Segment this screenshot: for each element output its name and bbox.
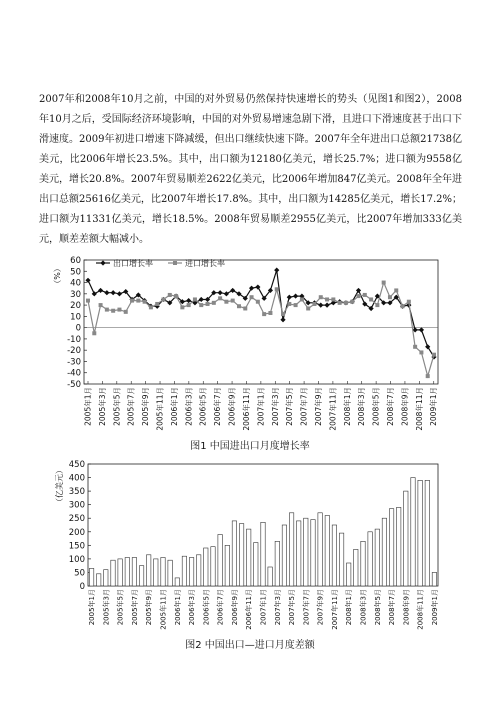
bar bbox=[261, 522, 265, 586]
x-tick-label: 2008年9月 bbox=[400, 387, 410, 426]
y-tick-label: 0 bbox=[75, 323, 81, 334]
series-2-point bbox=[287, 302, 291, 306]
y-axis-label: （%） bbox=[53, 264, 62, 288]
series-2-point bbox=[212, 301, 216, 305]
series-1-point bbox=[117, 291, 122, 296]
series-2-point bbox=[275, 287, 279, 291]
x-tick-label: 2007年11月 bbox=[328, 387, 338, 431]
series-2-point bbox=[426, 374, 430, 378]
x-tick-label: 2006年7月 bbox=[216, 589, 225, 626]
bar bbox=[289, 513, 293, 586]
bar bbox=[247, 529, 251, 586]
y-axis-label: （亿美元） bbox=[55, 466, 64, 506]
body-paragraph bbox=[39, 90, 462, 250]
y-tick-label: 30 bbox=[70, 289, 81, 300]
series-1-point bbox=[255, 284, 260, 289]
bar bbox=[118, 559, 122, 586]
series-2-point bbox=[344, 301, 348, 305]
series-2-point bbox=[419, 350, 423, 354]
series-2-point bbox=[224, 300, 228, 304]
series-2-point bbox=[130, 299, 134, 303]
bar bbox=[104, 570, 108, 586]
series-2-point bbox=[363, 293, 367, 297]
y-tick-label: 300 bbox=[68, 500, 85, 511]
x-tick-label: 2007年3月 bbox=[270, 387, 280, 426]
bar bbox=[361, 541, 365, 586]
x-tick-label: 2005年7月 bbox=[126, 387, 136, 426]
series-1-point bbox=[85, 278, 90, 283]
x-tick-label: 2008年1月 bbox=[342, 387, 352, 426]
series-1-point bbox=[249, 286, 254, 291]
series-1-point bbox=[419, 327, 424, 332]
series-2-point bbox=[237, 304, 241, 308]
x-tick-label: 2006年3月 bbox=[184, 387, 194, 426]
x-tick-label: 2006年9月 bbox=[227, 387, 237, 426]
legend-marker bbox=[100, 260, 105, 265]
x-tick-label: 2005年3月 bbox=[102, 589, 111, 626]
bar bbox=[89, 568, 93, 586]
x-tick-label: 2007年7月 bbox=[302, 589, 311, 626]
series-2-point bbox=[168, 293, 172, 297]
x-tick-label: 2008年5月 bbox=[371, 387, 381, 426]
series-2-point bbox=[155, 302, 159, 306]
series-1-point bbox=[280, 317, 285, 322]
x-tick-label: 2007年9月 bbox=[313, 387, 323, 426]
bar bbox=[161, 558, 165, 587]
bar bbox=[175, 578, 179, 586]
series-2-point bbox=[394, 288, 398, 292]
y-tick-label: -30 bbox=[67, 357, 81, 368]
series-2-point bbox=[161, 297, 165, 301]
bar bbox=[197, 555, 201, 586]
growth-rate-line-chart bbox=[0, 248, 500, 438]
x-tick-label: 2005年11月 bbox=[159, 589, 168, 630]
series-1-point bbox=[318, 302, 323, 307]
bar bbox=[139, 566, 143, 586]
series-1-point bbox=[92, 291, 97, 296]
bar bbox=[304, 518, 308, 586]
series-2-point bbox=[143, 300, 147, 304]
x-tick-label: 2006年11月 bbox=[245, 589, 254, 630]
series-2-point bbox=[105, 308, 109, 312]
y-tick-label: 250 bbox=[68, 514, 85, 525]
bar bbox=[232, 521, 236, 586]
bar bbox=[411, 478, 415, 586]
bar bbox=[354, 549, 358, 586]
y-tick-label: 200 bbox=[68, 527, 85, 538]
x-tick-label: 2009年1月 bbox=[429, 387, 439, 426]
x-tick-label: 2008年7月 bbox=[388, 589, 397, 626]
series-1-point bbox=[287, 295, 292, 300]
x-tick-label: 2008年3月 bbox=[359, 589, 368, 626]
x-tick-label: 2006年5月 bbox=[202, 589, 211, 626]
series-1-point bbox=[224, 291, 229, 296]
series-2-point bbox=[174, 294, 178, 298]
x-tick-label: 2005年5月 bbox=[116, 589, 125, 626]
y-tick-label: 400 bbox=[68, 473, 85, 484]
x-tick-label: 2007年5月 bbox=[285, 387, 295, 426]
series-2-point bbox=[319, 295, 323, 299]
series-2-point bbox=[86, 299, 90, 303]
x-tick-label: 2007年1月 bbox=[256, 387, 266, 426]
series-2-point bbox=[117, 308, 121, 312]
bar bbox=[254, 543, 258, 586]
series-2-point bbox=[432, 353, 436, 357]
y-tick-label: 450 bbox=[68, 460, 85, 470]
y-tick-label: 50 bbox=[74, 568, 85, 579]
series-2-point bbox=[369, 297, 373, 301]
series-2-point bbox=[281, 312, 285, 316]
series-2-point bbox=[111, 309, 115, 313]
series-2-point bbox=[401, 304, 405, 308]
bar bbox=[347, 563, 351, 586]
series-2-point bbox=[99, 303, 103, 307]
bar bbox=[218, 535, 222, 587]
series-1-point bbox=[324, 302, 329, 307]
x-tick-label: 2008年1月 bbox=[345, 589, 354, 626]
series-2-point bbox=[331, 297, 335, 301]
y-tick-label: 150 bbox=[68, 541, 85, 552]
y-tick-label: 0 bbox=[79, 582, 85, 592]
x-tick-label: 2006年1月 bbox=[173, 589, 182, 626]
x-tick-label: 2005年11月 bbox=[155, 387, 165, 431]
bar bbox=[382, 518, 386, 586]
x-tick-label: 2008年3月 bbox=[357, 387, 367, 426]
figure2-caption: 图2 中国出口—进口月度差额 bbox=[185, 640, 315, 651]
figure1-caption: 图1 中国进出口月度增长率 bbox=[190, 441, 310, 452]
series-2-point bbox=[136, 299, 140, 303]
series-1-point bbox=[186, 298, 191, 303]
series-2-point bbox=[92, 331, 96, 335]
bar bbox=[225, 545, 229, 586]
series-1-point bbox=[274, 268, 279, 273]
bar bbox=[125, 558, 129, 587]
bar bbox=[375, 529, 379, 586]
bar bbox=[404, 491, 408, 586]
series-1-point bbox=[104, 290, 109, 295]
bar bbox=[432, 572, 436, 586]
x-tick-label: 2007年1月 bbox=[259, 589, 268, 626]
bar bbox=[318, 513, 322, 586]
series-2-point bbox=[382, 281, 386, 285]
x-tick-label: 2008年11月 bbox=[416, 589, 425, 630]
series-2-point bbox=[268, 311, 272, 315]
y-tick-label: 60 bbox=[70, 256, 81, 266]
x-tick-label: 2007年9月 bbox=[316, 589, 325, 626]
bar bbox=[147, 555, 151, 586]
bar bbox=[311, 520, 315, 586]
series-2-point bbox=[338, 301, 342, 305]
series-1-point bbox=[230, 288, 235, 293]
x-tick-label: 2006年3月 bbox=[188, 589, 197, 626]
y-tick-label: 350 bbox=[68, 487, 85, 498]
series-2-point bbox=[199, 303, 203, 307]
x-tick-label: 2006年11月 bbox=[241, 387, 251, 431]
bar bbox=[397, 507, 401, 586]
bar bbox=[268, 567, 272, 586]
y-tick-label: 20 bbox=[70, 301, 81, 312]
series-2-point bbox=[357, 294, 361, 298]
x-tick-label: 2006年5月 bbox=[198, 387, 208, 426]
y-tick-label: 50 bbox=[70, 267, 81, 278]
series-2-point bbox=[218, 296, 222, 300]
bar bbox=[368, 532, 372, 586]
series-2-point bbox=[243, 306, 247, 310]
x-tick-label: 2005年9月 bbox=[145, 589, 154, 626]
series-2-point bbox=[124, 310, 128, 314]
x-tick-label: 2005年7月 bbox=[130, 589, 139, 626]
x-tick-label: 2008年9月 bbox=[402, 589, 411, 626]
series-2-point bbox=[306, 306, 310, 310]
bar bbox=[339, 533, 343, 586]
x-tick-label: 2005年3月 bbox=[97, 387, 107, 426]
bar bbox=[182, 556, 186, 586]
x-tick-label: 2006年1月 bbox=[169, 387, 179, 426]
series-1-point bbox=[356, 288, 361, 293]
series-2-point bbox=[180, 305, 184, 309]
bar bbox=[189, 558, 193, 587]
y-tick-label: 100 bbox=[68, 554, 85, 565]
plot-frame bbox=[84, 260, 438, 384]
bar bbox=[168, 560, 172, 586]
bar bbox=[425, 480, 429, 586]
series-1-point bbox=[218, 290, 223, 295]
x-tick-label: 2005年9月 bbox=[141, 387, 151, 426]
paragraph-text: 2007年和2008年10月之前，中国的对外贸易仍然保持快速增长的势头（见图1和图2），2008年10月之后，受国际经济环境影响，中国的对外贸易增速急剧下滑，且进口下滑速度甚于出口下滑速度。2009年初进口增速下降减缓，但出口继续快速下降。2007年全年进出口总额21738亿美元，比2006年增长23.5%。其中，出口额为12180亿美元，增长25.7%；进口额为9558亿美元，增长20.8%。2007年贸易顺差2622亿美元，比2006年增加847亿美元。2008年全年进出口总额25616亿美元，比2007年增长17.8%。其中，出口额为14285亿美元，增长17.2%；进口额为11331亿美元，增长18.5%。2008年贸易顺差2955亿美元，比2007年增加333亿美元，顺差差额大幅减小。 bbox=[39, 94, 462, 245]
series-1-point bbox=[199, 297, 204, 302]
y-tick-label: 40 bbox=[70, 278, 81, 289]
x-tick-label: 2005年1月 bbox=[88, 589, 97, 626]
series-2-point bbox=[294, 303, 298, 307]
legend-label-1: 出口增长率 bbox=[113, 259, 153, 268]
y-tick-label: -40 bbox=[67, 368, 81, 379]
bar bbox=[275, 541, 279, 586]
series-2-point bbox=[256, 300, 260, 304]
bar bbox=[297, 521, 301, 586]
x-tick-label: 2007年11月 bbox=[330, 589, 339, 630]
series-2-point bbox=[375, 303, 379, 307]
y-tick-label: -50 bbox=[67, 380, 81, 390]
x-tick-label: 2007年7月 bbox=[299, 387, 309, 426]
series-2-point bbox=[413, 345, 417, 349]
series-1-point bbox=[111, 290, 116, 295]
series-2-point bbox=[231, 299, 235, 303]
bar bbox=[204, 548, 208, 586]
x-tick-label: 2008年11月 bbox=[414, 387, 424, 431]
x-tick-label: 2006年9月 bbox=[230, 589, 239, 626]
legend-marker bbox=[173, 261, 177, 265]
series-1-point bbox=[293, 293, 298, 298]
x-tick-label: 2005年5月 bbox=[112, 387, 122, 426]
x-tick-label: 2007年5月 bbox=[288, 589, 297, 626]
bar bbox=[211, 547, 215, 586]
bar bbox=[389, 509, 393, 586]
x-tick-label: 2008年7月 bbox=[386, 387, 396, 426]
bar bbox=[325, 516, 329, 587]
series-2-point bbox=[312, 302, 316, 306]
legend-label-2: 进口增长率 bbox=[185, 259, 225, 268]
bar bbox=[418, 480, 422, 586]
x-tick-label: 2008年5月 bbox=[373, 589, 382, 626]
bar bbox=[282, 525, 286, 586]
series-2-point bbox=[149, 305, 153, 309]
bar bbox=[111, 560, 115, 586]
series-2-point bbox=[325, 297, 329, 301]
series-2-point bbox=[193, 297, 197, 301]
series-2-point bbox=[250, 295, 254, 299]
series-2-point bbox=[388, 295, 392, 299]
x-tick-label: 2006年7月 bbox=[213, 387, 223, 426]
x-tick-label: 2007年3月 bbox=[273, 589, 282, 626]
y-tick-label: 10 bbox=[70, 312, 81, 323]
series-2-point bbox=[187, 303, 191, 307]
bar bbox=[332, 525, 336, 586]
series-1-point bbox=[98, 288, 103, 293]
bar bbox=[239, 524, 243, 586]
series-2-point bbox=[206, 302, 210, 306]
bar bbox=[154, 559, 158, 586]
bar bbox=[132, 558, 136, 587]
x-tick-label: 2005年1月 bbox=[83, 387, 93, 426]
y-tick-label: -10 bbox=[67, 334, 81, 345]
trade-balance-bar-chart bbox=[0, 455, 500, 635]
series-2-point bbox=[350, 300, 354, 304]
series-2-point bbox=[262, 312, 266, 316]
series-2-point bbox=[407, 300, 411, 304]
x-tick-label: 2009年1月 bbox=[430, 589, 439, 626]
series-2-point bbox=[300, 297, 304, 301]
y-tick-label: -20 bbox=[67, 346, 81, 357]
bar bbox=[97, 574, 101, 586]
